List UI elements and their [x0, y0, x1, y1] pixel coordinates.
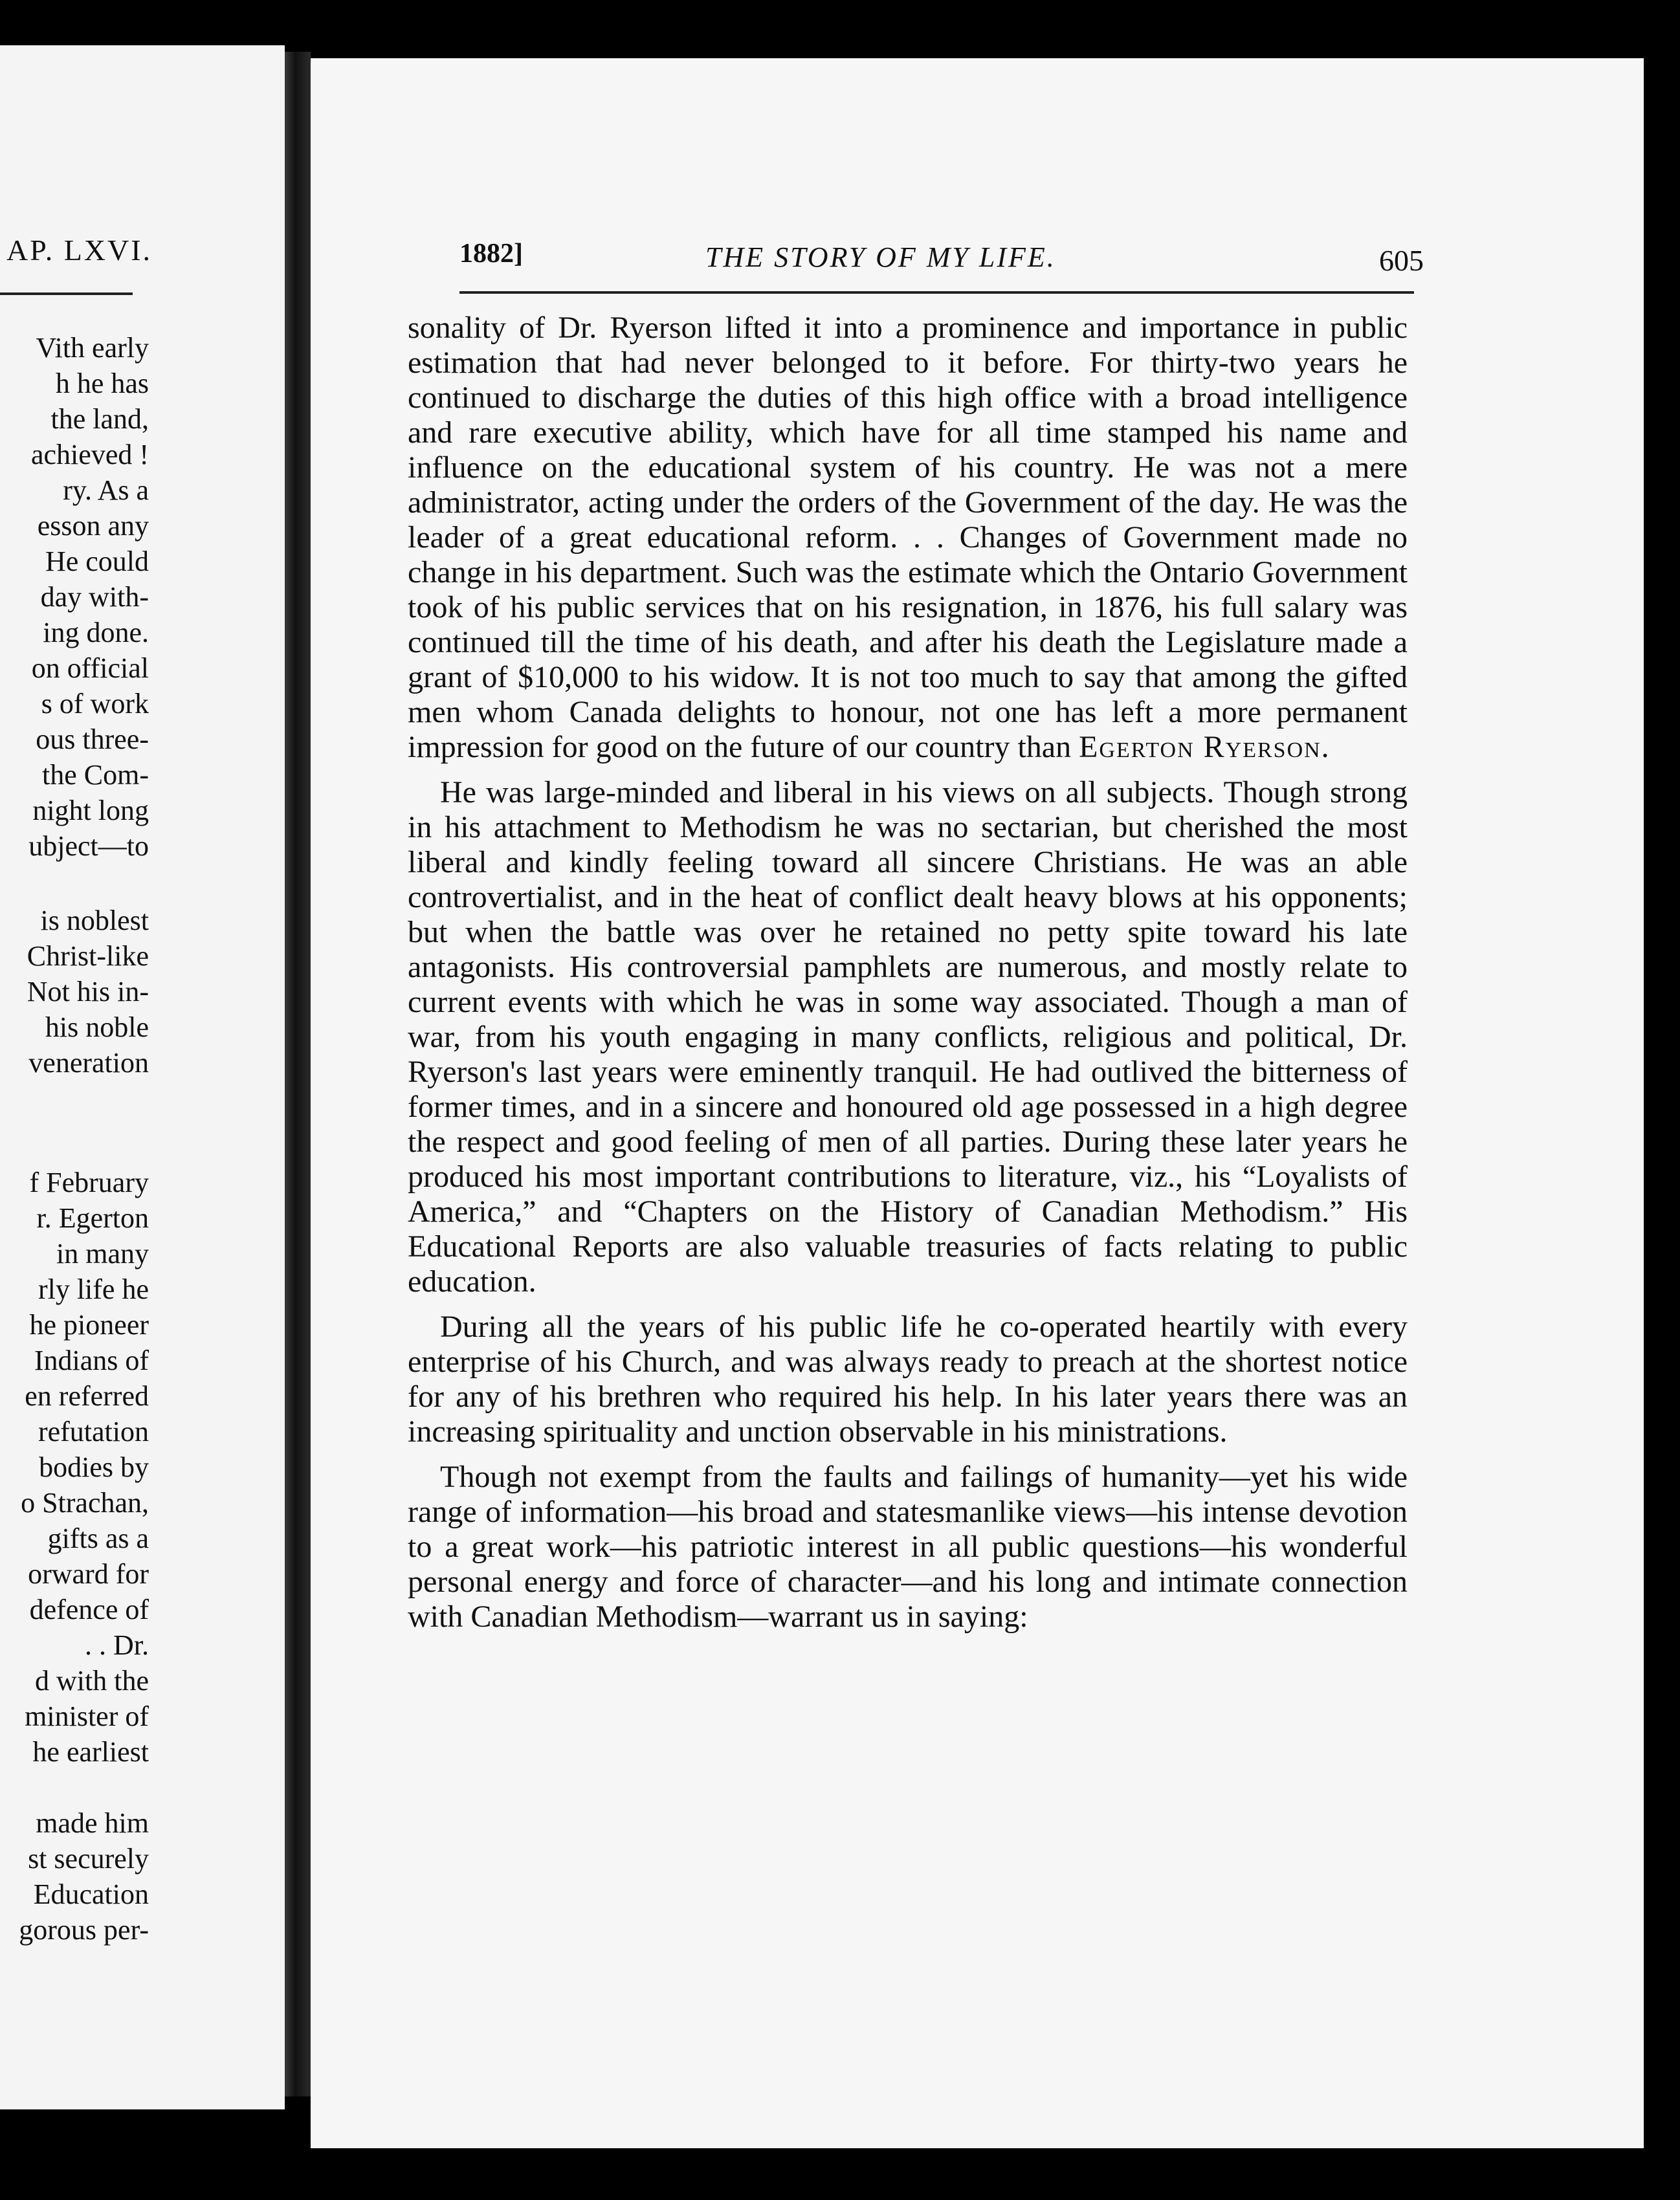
- left-line: the Com-: [42, 759, 149, 791]
- left-line: the land,: [50, 403, 149, 435]
- egerton-ryerson-name: Egerton Ryerson.: [1079, 730, 1331, 764]
- paragraph-1-text: sonality of Dr. Ryerson lifted it into a prominence and importance in public estimation that had never belonged to it before. For thirty-two years he continued to discharge the duties of this high office with a broad intelligence and rare executive ability, which have for all time stamped his name and influence on the educational system of his country. He was not a mere administrator, acting under the orders of the Government of the day. He was the leader of a great educational reform. . . Changes of Government made no change in his department. Such was the estimate which the Ontario Government took of his public services that on his resignation, in 1876, his full salary was continued till the time of his death, and after his death the Legislature made a grant of $10,000 to his widow. It is not too much to say that among the gifted men whom Canada delights to honour, not one has left a more permanent impression for good on the future of our country than: [408, 311, 1408, 764]
- left-line: d with the: [35, 1665, 149, 1697]
- left-line: ry. As a: [63, 474, 149, 506]
- left-page-lines: [0, 330, 272, 1948]
- left-line: bodies by: [39, 1451, 149, 1483]
- left-line: esson any: [37, 510, 149, 542]
- left-line: s of work: [41, 688, 149, 720]
- left-line: refutation: [38, 1416, 149, 1447]
- running-head-year: 1882]: [459, 239, 523, 269]
- left-line: on official: [31, 652, 149, 684]
- header-rule: [459, 291, 1414, 294]
- left-line-spacer: [0, 864, 272, 903]
- left-line-spacer: [0, 1770, 272, 1805]
- left-line: is noblest: [40, 905, 149, 936]
- running-head: [459, 238, 1424, 283]
- left-line: in many: [56, 1238, 149, 1270]
- left-line: f February: [29, 1167, 149, 1198]
- left-line: defence of: [29, 1594, 149, 1625]
- left-running-head: AP. LXVI.: [6, 234, 153, 267]
- left-line: ous three-: [36, 723, 149, 755]
- right-page: [311, 58, 1644, 2148]
- left-line: day with-: [40, 581, 149, 613]
- left-line: ing done.: [43, 617, 149, 648]
- left-line: orward for: [28, 1558, 149, 1590]
- left-line: Indians of: [34, 1345, 149, 1376]
- left-line: he pioneer: [29, 1309, 149, 1341]
- left-line: ubject—to: [28, 830, 149, 862]
- left-line: he earliest: [32, 1736, 149, 1768]
- left-line: Education: [33, 1878, 149, 1910]
- page-number: 605: [1379, 244, 1424, 277]
- left-line: veneration: [28, 1047, 149, 1079]
- running-head-title: THE STORY OF MY LIFE.: [705, 241, 1056, 273]
- left-line: h he has: [55, 368, 149, 399]
- left-line: r. Egerton: [36, 1202, 149, 1234]
- left-line: rly life he: [38, 1273, 149, 1305]
- book-gutter: [285, 52, 311, 2096]
- left-line: Vith early: [36, 332, 149, 364]
- left-line-spacer: [0, 1081, 272, 1165]
- left-line: achieved !: [31, 439, 149, 470]
- left-line: his noble: [45, 1011, 149, 1043]
- left-line: en referred: [25, 1380, 149, 1412]
- left-line: He could: [45, 545, 149, 577]
- left-line: gifts as a: [47, 1523, 149, 1554]
- left-line: night long: [32, 795, 149, 826]
- paragraph-3: During all the years of his public life he co-operated heartily with every enterprise of his Church, and was always ready to preach at the shortest notice for any of his brethren who required his help. In his later years there was an increasing spirituality and unction observable in his ministrations.: [408, 1310, 1408, 1449]
- left-line: o Strachan,: [21, 1487, 149, 1519]
- left-line: Christ-like: [27, 940, 149, 972]
- left-header-rule: [0, 292, 133, 295]
- paragraph-4: Though not exempt from the faults and failings of humanity—yet his wide range of information—his broad and statesmanlike views—his intense devotion to a great work—his patriotic interest in all public questions—his wonderful personal energy and force of character—and his long and intimate connection with Canadian Methodism—warrant us in saying:: [408, 1460, 1408, 1634]
- left-line: . . Dr.: [85, 1629, 149, 1661]
- body-text: [408, 311, 1408, 1634]
- paragraph-1: [408, 311, 1408, 765]
- left-line: Not his in-: [27, 976, 149, 1007]
- left-line: made him: [36, 1807, 149, 1839]
- left-line: minister of: [25, 1700, 149, 1732]
- left-line: st securely: [28, 1843, 149, 1875]
- paragraph-2: He was large-minded and liberal in his views on all subjects. Though strong in his attachment to Methodism he was no sectarian, but cherished the most liberal and kindly feeling toward all sincere Christians. He was an able controvertialist, and in the heat of conflict dealt heavy blows at his opponents; but when the battle was over he retained no petty spite toward his late antagonists. His controversial pamphlets are numerous, and mostly relate to current events with which he was in some way associated. Though a man of war, from his youth engaging in many conflicts, religious and political, Dr. Ryerson's last years were eminently tranquil. He had outlived the bitterness of former times, and in a sincere and honoured old age possessed in a high degree the respect and good feeling of men of all parties. During these later years he produced his most important contributions to literature, viz., his “Loyalists of America,” and “Chapters on the History of Canadian Methodism.” His Educational Reports are also valuable treasuries of facts relating to public education.: [408, 775, 1408, 1299]
- left-line: gorous per-: [19, 1914, 149, 1946]
- left-page-fragment: [0, 45, 285, 2109]
